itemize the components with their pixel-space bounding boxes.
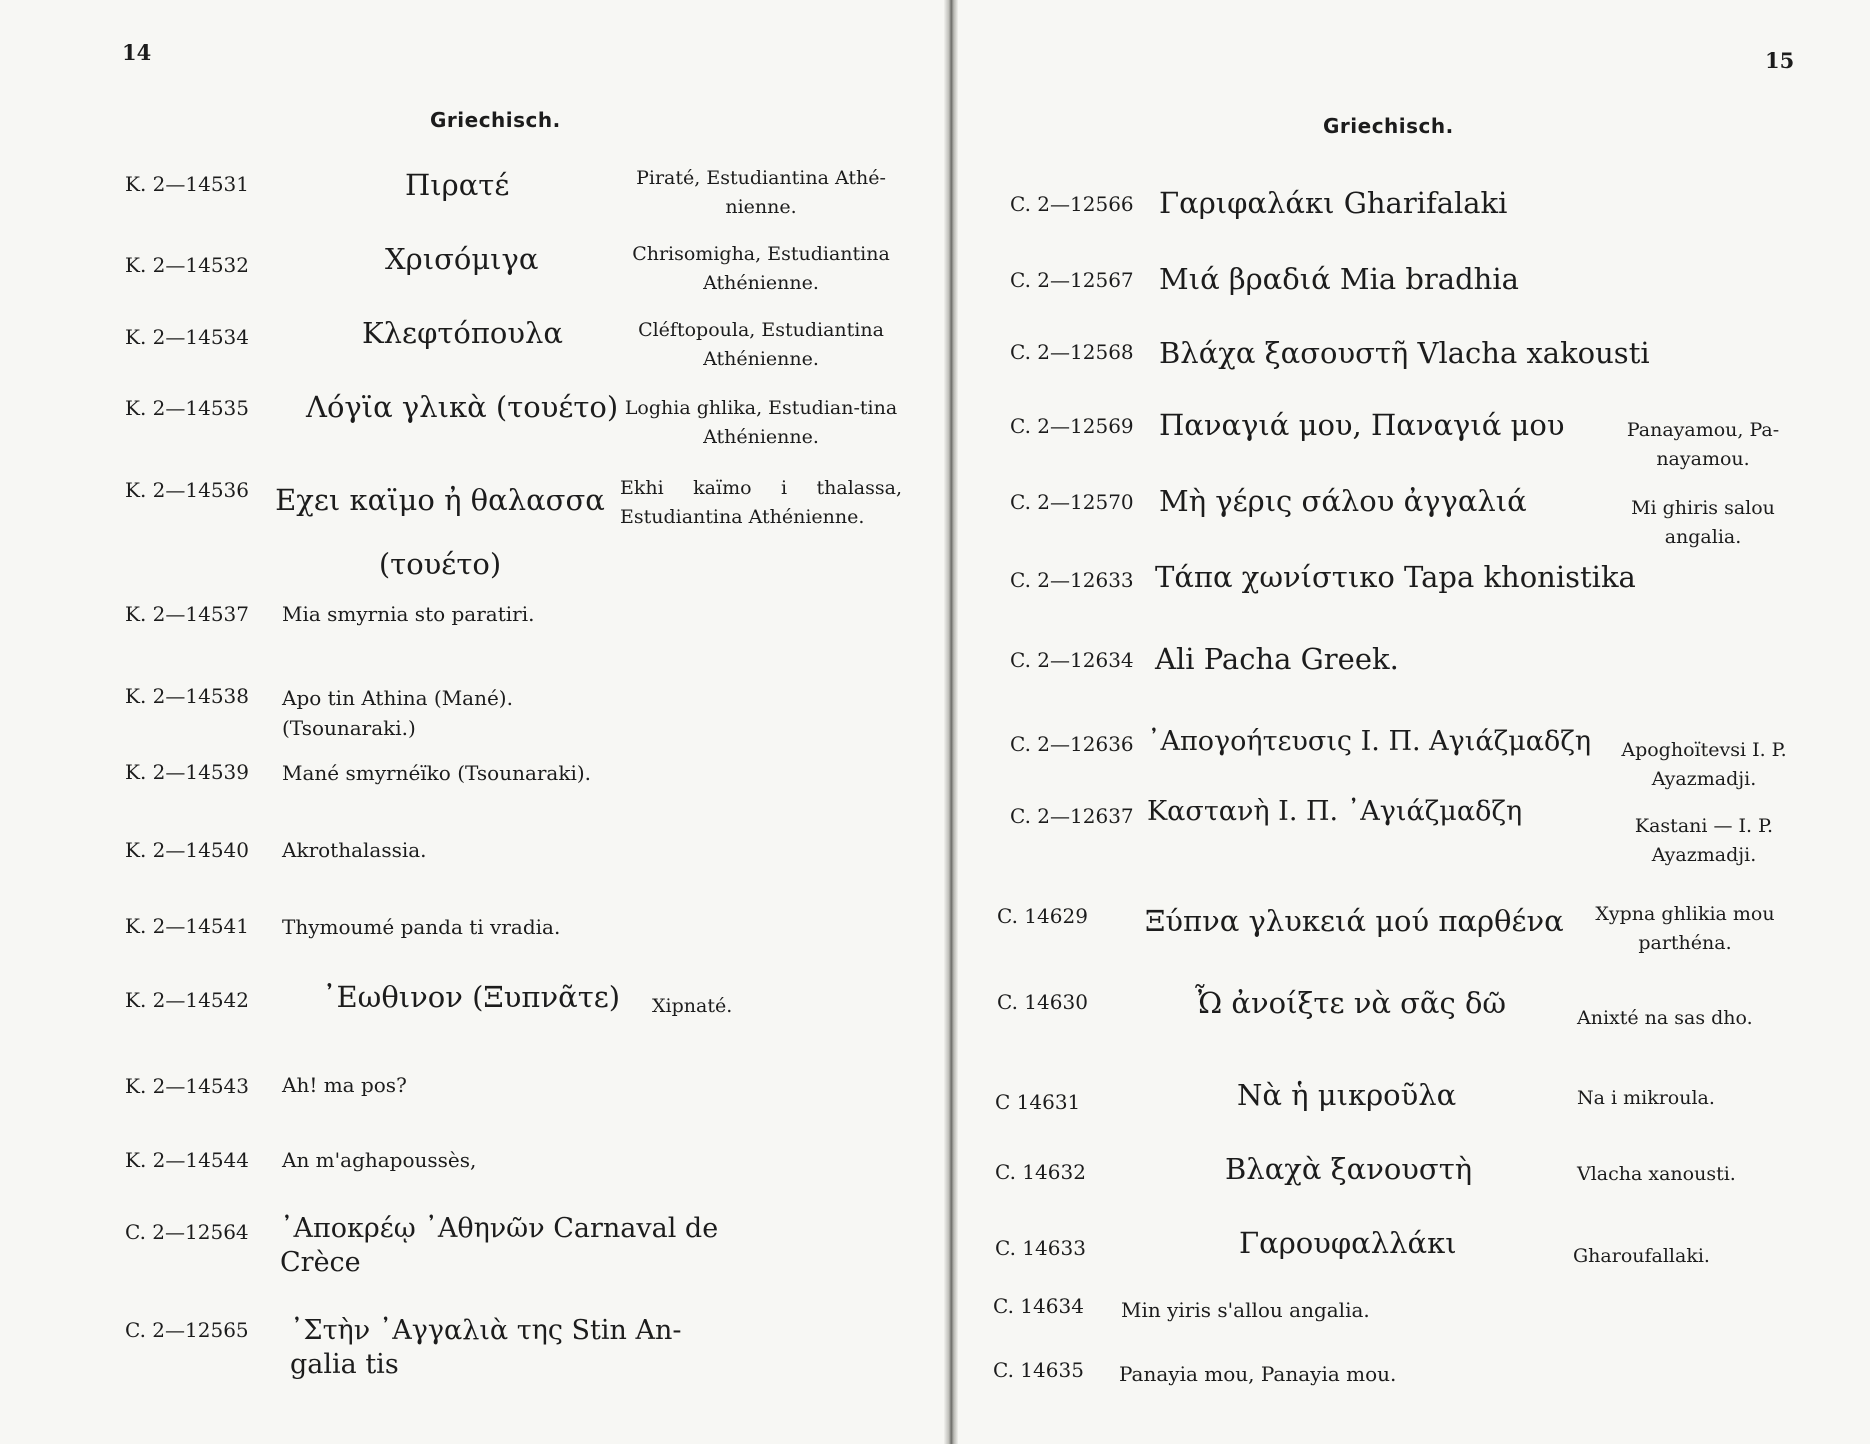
entry-title: Βλάχα ξασουστῆ Vlacha xakousti: [1159, 336, 1650, 370]
entry-description: Chrisomigha, Estudiantina Athénienne.: [632, 243, 890, 294]
entry-code: C. 2—12636: [1010, 732, 1134, 756]
entry-code: C. 2—12566: [1010, 192, 1134, 216]
entry-code: K. 2—14540: [125, 838, 250, 862]
entry-description: Xipnaté.: [652, 995, 733, 1017]
entry-code: K. 2—14543: [125, 1074, 250, 1098]
entry-title: Μιά βραδιά Mia bradhia: [1159, 262, 1519, 296]
entry-description: Kastani — I. P. Ayazmadji.: [1634, 815, 1774, 866]
entry-title: Χρισόμιγα: [385, 242, 539, 276]
entry-title: Λόγϊα γλικὰ (τουέτο): [306, 390, 619, 424]
entry-code: K. 2—14532: [125, 253, 250, 277]
entry-title: Καστανὴ Ι. Π. ᾿Αγιάζμαδζη: [1147, 796, 1523, 827]
entry-description: Xypna ghlikia mou parthéna.: [1595, 903, 1775, 954]
entry-title: Mia smyrnia sto paratiri.: [282, 602, 535, 626]
entry-code: K. 2—14541: [125, 914, 250, 938]
entry-title: Ali Pacha Greek.: [1155, 642, 1399, 676]
entry-description: Apoghoïtevsi I. P. Ayazmadji.: [1621, 739, 1787, 790]
entry-title: ᾿Στὴν ᾿Αγγαλιὰ της Stin An-galia tis: [290, 1315, 682, 1380]
page-number: 14: [122, 40, 152, 65]
entry-title: Panayia mou, Panayia mou.: [1119, 1362, 1397, 1386]
entry-code: C. 14630: [997, 990, 1088, 1014]
entry-title: Ah! ma pos?: [282, 1073, 407, 1097]
entry-code: C. 14635: [993, 1358, 1084, 1382]
right-page: [955, 0, 1870, 1444]
entry-code: K. 2—14542: [125, 988, 250, 1012]
entry-code: C. 2—12569: [1010, 414, 1134, 438]
entry-code: C. 14634: [993, 1294, 1084, 1318]
entry-title: An m'aghapoussès,: [282, 1148, 477, 1172]
entry-title: Παναγιά μου, Παναγιά μου: [1159, 408, 1565, 442]
entry-title: Βλαχὰ ξανουστὴ: [1225, 1152, 1473, 1186]
entry-code: C. 14632: [995, 1160, 1086, 1184]
entry-code: C. 2—12634: [1010, 648, 1134, 672]
entry-title: Μὴ γέρις σάλου ἀγγαλιά: [1159, 484, 1527, 518]
entry-code: K. 2—14539: [125, 760, 250, 784]
entry-title: ᾿Απογοήτευσις Ι. Π. Αγιάζμαδζη: [1147, 726, 1592, 757]
entry-title: Mané smyrnéïko (Tsounaraki).: [282, 761, 592, 785]
entry-title: ᾿Αποκρέῳ ᾿Αθηνῶν Carnaval de Crèce: [280, 1213, 719, 1278]
entry-description: Mi ghiris salou angalia.: [1631, 497, 1775, 548]
entry-description: Loghia ghlika, Estudian-tina Athénienne.: [624, 397, 898, 448]
entry-code: C. 2—12570: [1010, 490, 1134, 514]
entry-code: K. 2—14534: [125, 325, 250, 349]
entry-code: K. 2—14544: [125, 1148, 250, 1172]
entry-description: Panayamou, Pa-nayamou.: [1626, 419, 1780, 470]
entry-title: Min yiris s'allou angalia.: [1121, 1298, 1370, 1322]
entry-description: Gharoufallaki.: [1573, 1245, 1710, 1267]
entry-description: Ekhi kaïmo i thalassa, Estudiantina Athénienne.: [620, 477, 902, 528]
entry-code: K. 2—14537: [125, 602, 250, 626]
entry-description: Piraté, Estudiantina Athé-nienne.: [636, 167, 886, 218]
entry-code: K. 2—14535: [125, 396, 250, 420]
entry-code: K. 2—14538: [125, 684, 250, 708]
entry-title: Τάπα χωνίστικο Tapa khonistika: [1155, 560, 1636, 594]
entry-title: Akrothalassia.: [282, 838, 427, 862]
entry-description: Anixté na sas dho.: [1577, 1007, 1753, 1029]
entry-code: K. 2—14536: [125, 478, 250, 502]
entry-title: Γαρουφαλλάκι: [1239, 1226, 1457, 1260]
entry-code: C. 14633: [995, 1236, 1086, 1260]
entry-code: K. 2—14531: [125, 172, 250, 196]
entry-description: Vlacha xanousti.: [1577, 1163, 1736, 1185]
entry-description: Cléftopoula, Estudiantina Athénienne.: [638, 319, 884, 370]
entry-title: ᾿Εωθινον (Ξυπνᾶτε): [322, 980, 621, 1014]
entry-title: Thymoumé panda ti vradia.: [282, 915, 561, 939]
entry-code: C. 14629: [997, 904, 1088, 928]
entry-title: Ὦ ἀνοίξτε νὰ σᾶς δῶ: [1195, 986, 1507, 1020]
page-number: 15: [1765, 48, 1795, 73]
page-heading: Griechisch.: [430, 108, 561, 132]
entry-title: Νὰ ἡ μικροῦλα: [1237, 1078, 1457, 1112]
entry-title: Ξύπνα γλυκειά μού παρθένα: [1145, 904, 1564, 938]
entry-code: C. 2—12637: [1010, 804, 1134, 828]
entry-title: Κλεφτόπουλα: [362, 316, 563, 350]
entry-description: Na i mikroula.: [1577, 1087, 1715, 1109]
entry-code: C. 2—12567: [1010, 268, 1134, 292]
entry-code: C. 2—12633: [1010, 568, 1134, 592]
page-heading: Griechisch.: [1323, 114, 1454, 138]
entry-title: Πιρατέ: [405, 168, 510, 202]
entry-title: Εχει καϊμο ἠ θαλασσα (τουέτο): [275, 483, 605, 581]
entry-code: C. 2—12564: [125, 1220, 249, 1244]
entry-code: C 14631: [995, 1090, 1081, 1114]
entry-code: C. 2—12568: [1010, 340, 1134, 364]
entry-code: C. 2—12565: [125, 1318, 249, 1342]
entry-title: Γαριφαλάκι Gharifalaki: [1159, 186, 1508, 220]
entry-title: Apo tin Athina (Mané). (Tsounaraki.): [282, 686, 513, 740]
